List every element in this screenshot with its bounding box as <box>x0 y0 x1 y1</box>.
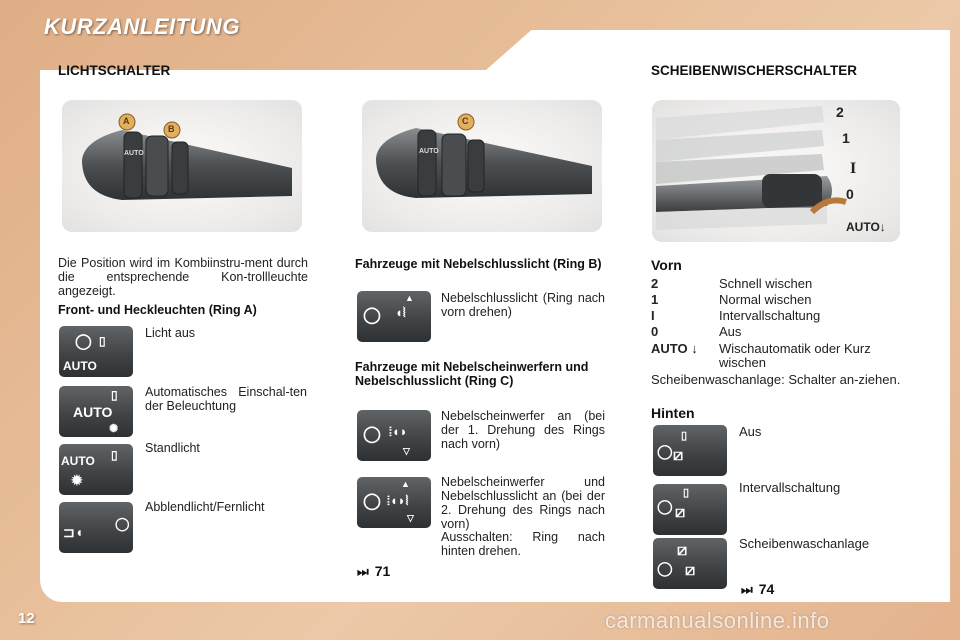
wipers-section-title: SCHEIBENWISCHERSCHALTER <box>651 63 858 78</box>
lights-off-icon: ◯ ▯ AUTO <box>59 326 133 377</box>
wiper-pos-0-label: 0 <box>846 186 854 202</box>
rear-wiper-interval-icon: ▯ ⧄ ◯ <box>653 484 727 535</box>
front-wiper-row: 0 Aus <box>651 324 742 339</box>
front-fog-icon: ◯ ⦙◖◗ ▽ <box>357 410 431 461</box>
position-label-lights-off: Licht aus <box>145 326 196 340</box>
header-title: KURZANLEITUNG <box>44 14 240 39</box>
rear-wiper-off-icon: ▯ ⧄ ◯ <box>653 425 727 476</box>
page-number: 12 <box>18 610 35 627</box>
front-wiper-row: I Intervallschaltung <box>651 308 821 323</box>
light-stalk-photo-1 <box>62 100 302 232</box>
front-fog-label: Nebelscheinwerfer an (bei der 1. Drehung des Rings nach vorn) <box>441 409 605 451</box>
wiper-stalk-photo <box>652 100 900 242</box>
position-label-headlights: Abblendlicht/Fernlicht <box>145 500 265 514</box>
lights-page-reference: ⏭ 71 <box>357 563 391 579</box>
lights-intro: Die Position wird im Kombiinstru-ment durch die entsprechende Kon-trollleuchte angezeigt. <box>58 256 308 298</box>
front-rear-fog-label: Nebelscheinwerfer und Nebelschlusslicht an (bei der 2. Drehung des Rings nach vorn) <box>441 475 605 531</box>
rear-washer-icon: ⧄ ⧄ ◯ <box>653 538 727 589</box>
page-ref-arrow-icon: ⏭ <box>741 582 753 597</box>
ring-b-heading: Fahrzeuge mit Nebelschlusslicht (Ring B) <box>355 257 602 271</box>
rear-fog-icon: ◯ ◖⦚ ▲ <box>357 291 431 342</box>
position-label-auto-lights: Automatisches Einschal-ten der Beleuchtung <box>145 385 307 413</box>
wiper-pos-2-label: 2 <box>836 104 844 120</box>
rear-washer-label: Scheibenwaschanlage <box>739 536 870 551</box>
watermark: carmanualsonline.info <box>605 608 830 633</box>
ring-c-heading: Fahrzeuge mit Nebelscheinwerfern und Nebelschlusslicht (Ring C) <box>355 360 589 388</box>
rear-wiper-off-label: Aus <box>739 424 762 439</box>
front-wiper-row: 2 Schnell wischen <box>651 276 813 291</box>
light-stalk-illustration-1 <box>62 100 302 232</box>
front-wiper-heading: Vorn <box>651 257 682 273</box>
rear-wiper-interval-label: Intervallschaltung <box>739 480 841 495</box>
front-rear-fog-icon: ◯ ⦙◖◗⦚ ▲ ▽ <box>357 477 431 528</box>
wiper-pos-i-label: I <box>850 160 857 177</box>
fog-off-text: Ausschalten: Ring nach hinten drehen. <box>441 530 605 558</box>
washer-note: Scheibenwaschanlage: Schalter an-ziehen. <box>651 372 901 387</box>
ring-b-label: B <box>168 124 175 134</box>
front-wiper-row: 1 Normal wischen <box>651 292 812 307</box>
wiper-pos-1-label: 1 <box>842 130 850 146</box>
front-wiper-row: AUTO ↓ Wischautomatik oder Kurz wischen <box>651 341 871 370</box>
rear-fog-label: Nebelschlusslicht (Ring nach vorn drehen) <box>441 291 605 319</box>
ring-a-heading: Front- und Heckleuchten (Ring A) <box>58 303 257 317</box>
rear-wiper-heading: Hinten <box>651 405 695 421</box>
headlights-icon: ⊐◖ ◯ <box>59 502 133 553</box>
page-ref-arrow-icon: ⏭ <box>357 564 369 579</box>
light-stalk-photo-2 <box>362 100 602 232</box>
ring-a-label: A <box>123 116 130 126</box>
ring-c-label: C <box>462 116 469 126</box>
stalk-auto-label-2: AUTO <box>419 148 439 155</box>
stalk-auto-label: AUTO <box>124 150 144 157</box>
wiper-auto-label: AUTO↓ <box>846 220 886 234</box>
light-stalk-illustration-2 <box>362 100 602 232</box>
position-label-sidelights: Standlicht <box>145 441 200 455</box>
wipers-page-reference: ⏭ 74 <box>741 581 775 597</box>
lights-section-title: LICHTSCHALTER <box>58 63 171 78</box>
auto-lights-icon: ▯ AUTO ✺ <box>59 386 133 437</box>
sidelights-icon: AUTO ✹ ▯ <box>59 444 133 495</box>
